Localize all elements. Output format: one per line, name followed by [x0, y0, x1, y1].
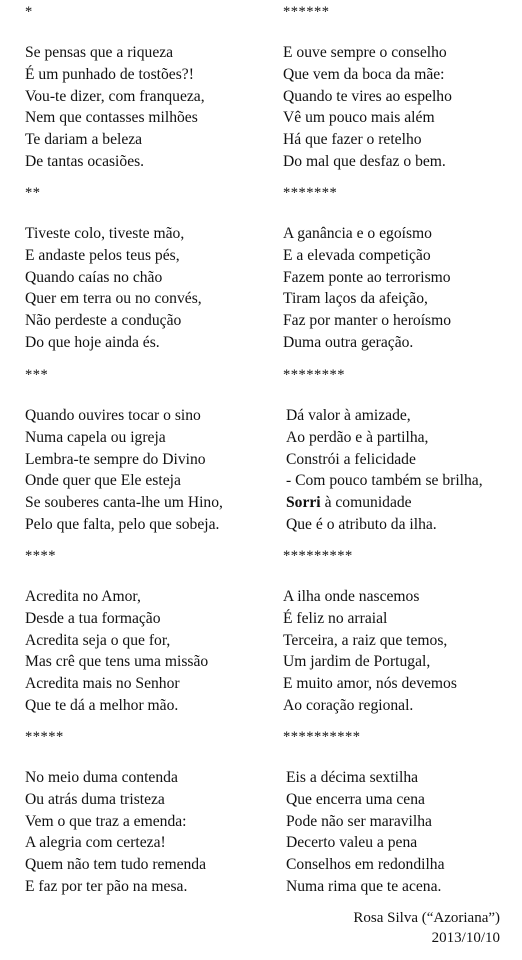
verse-line: Vê um pouco mais além [283, 109, 435, 127]
verse-line: Decerto valeu a pena [286, 834, 418, 852]
verse-line: A ganância e o egoísmo [283, 225, 432, 242]
verse-line: Pelo que falta, pelo que sobeja. [25, 515, 220, 533]
stanza-marker: ********** [283, 729, 361, 745]
verse-line: Que vem da boca da mãe: [283, 65, 445, 83]
verse-line: É feliz no arraial [283, 609, 388, 627]
verse-line: Numa capela ou igreja [25, 428, 166, 446]
verse-line: No meio duma contenda [25, 769, 178, 786]
verse-line: Quando caías no chão [25, 268, 163, 286]
stanza-marker: ******* [283, 185, 338, 201]
verse-line: É um punhado de tostões?! [25, 65, 194, 83]
stanza-lines [25, 223, 202, 354]
stanza-marker: ** [25, 185, 41, 201]
verse-line: Constrói a felicidade [286, 450, 416, 468]
verse-line: Quem não tem tudo remenda [25, 856, 207, 874]
stanza-lines [283, 42, 452, 173]
signature-date: 2013/10/10 [431, 930, 500, 946]
verse-line: Acredita seja o que for, [25, 631, 171, 649]
verse-line: - Com pouco também se brilha, [286, 472, 483, 490]
verse-line: Dá valor à amizade, [286, 407, 411, 424]
verse-line: Quer em terra ou no convés, [25, 290, 202, 308]
verse-line-rest: à comunidade [324, 494, 412, 512]
verse-line: Acredita mais no Senhor [25, 675, 180, 693]
verse-line: A alegria com certeza! [25, 834, 166, 852]
verse-line: Vem o que traz a emenda: [25, 812, 187, 830]
verse-line: Pode não ser maravilha [286, 812, 432, 830]
verse-line [286, 492, 483, 514]
verse-line: Ao coração regional. [283, 696, 414, 714]
verse-line: Nem que contasses milhões [25, 109, 198, 127]
verse-line: Eis a décima sextilha [286, 769, 419, 786]
verse-line: E faz por ter pão na mesa. [25, 877, 188, 895]
verse-line: Numa rima que te acena. [286, 877, 442, 895]
verse-line: Que te dá a melhor mão. [25, 696, 179, 714]
verse-line: E muito amor, nós devemos [283, 675, 457, 693]
verse-line: Não perdeste a condução [25, 312, 182, 330]
verse-line: Lembra-te sempre do Divino [25, 450, 206, 468]
verse-line: Conselhos em redondilha [286, 856, 445, 874]
verse-line: Onde quer que Ele esteja [25, 472, 181, 490]
verse-line: Do mal que desfaz o bem. [283, 152, 446, 170]
verse-line: Duma outra geração. [283, 333, 414, 351]
verse-line: Mas crê que tens uma missão [25, 653, 209, 671]
verse-line: E ouve sempre o conselho [283, 44, 447, 61]
stanza-lines [25, 767, 206, 898]
verse-line: Quando te vires ao espelho [283, 87, 452, 105]
stanza-lines [286, 405, 483, 536]
author-signature: Rosa Silva (“Azoriana”) [353, 910, 500, 926]
bold-word: Sorri [286, 494, 321, 512]
verse-line: Quando ouvires tocar o sino [25, 407, 201, 424]
verse-line: Que encerra uma cena [286, 790, 425, 808]
stanza-marker: **** [25, 548, 56, 564]
verse-line: Se souberes canta-lhe um Hino, [25, 494, 223, 512]
stanza-lines [25, 42, 205, 173]
verse-line: A ilha onde nascemos [283, 588, 420, 605]
verse-line: Um jardim de Portugal, [283, 653, 431, 671]
stanza-marker: *** [25, 367, 49, 383]
verse-line: Fazem ponte ao terrorismo [283, 268, 451, 286]
verse-line: Se pensas que a riqueza [25, 44, 174, 61]
stanza-marker: ***** [25, 729, 64, 745]
verse-line: E a elevada competição [283, 246, 431, 264]
stanza-lines [283, 223, 451, 354]
verse-line: Que é o atributo da ilha. [286, 515, 437, 533]
verse-line: Desde a tua formação [25, 609, 161, 627]
stanza-lines [286, 767, 445, 898]
stanza-lines [25, 405, 223, 536]
verse-line: Do que hoje ainda és. [25, 333, 160, 351]
verse-line: De tantas ocasiões. [25, 152, 145, 170]
verse-line: Tiveste colo, tiveste mão, [25, 225, 185, 242]
verse-line: Terceira, a raiz que temos, [283, 631, 448, 649]
verse-line: Há que fazer o retelho [283, 131, 422, 149]
stanza-marker: * [25, 4, 33, 20]
stanza-marker: ****** [283, 4, 330, 20]
signature-block [353, 908, 500, 948]
verse-line: Faz por manter o heroísmo [283, 312, 452, 330]
verse-line: Vou-te dizer, com franqueza, [25, 87, 205, 105]
verse-line: Ao perdão e à partilha, [286, 428, 429, 446]
verse-line: Te dariam a beleza [25, 131, 143, 149]
stanza-lines [25, 586, 208, 717]
stanza-marker: ******** [283, 367, 345, 383]
stanza-marker: ********* [283, 548, 353, 564]
verse-line: Tiram laços da afeição, [283, 290, 428, 308]
verse-line: Acredita no Amor, [25, 588, 141, 605]
verse-line: E andaste pelos teus pés, [25, 246, 180, 264]
verse-line: Ou atrás duma tristeza [25, 790, 165, 808]
stanza-lines [283, 586, 457, 717]
